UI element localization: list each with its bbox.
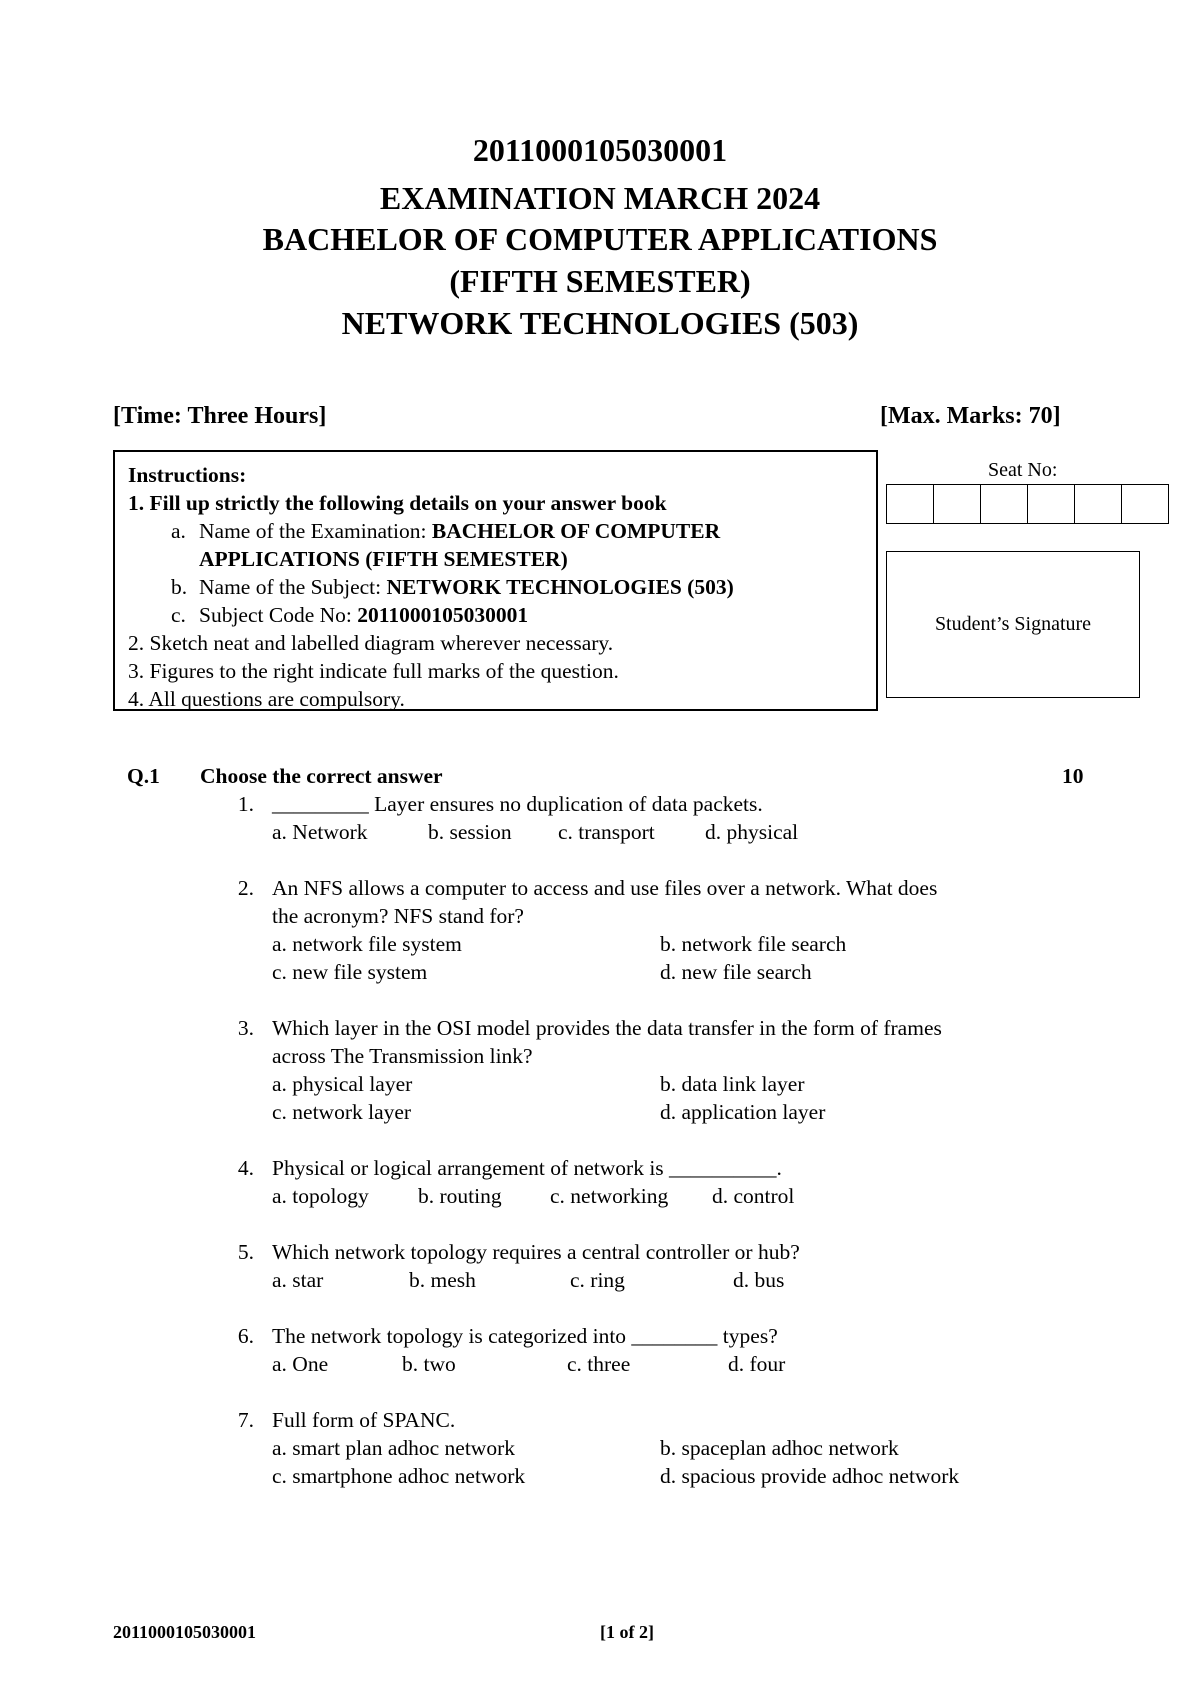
time-label: [Time: Three Hours] <box>113 403 327 429</box>
seat-no-label: Seat No: <box>988 459 1058 481</box>
instruction-3: 3. Figures to the right indicate full marks of the question. <box>128 659 619 683</box>
option: a. physical layer <box>272 1072 413 1096</box>
option: c. ring <box>570 1268 625 1292</box>
question-number: Q.1 <box>127 764 160 788</box>
sub-question-number: 6. <box>237 1324 254 1348</box>
footer-code: 2011000105030001 <box>113 1622 257 1642</box>
signature-label: Student’s Signature <box>934 613 1092 635</box>
question-marks: 10 <box>1062 764 1084 788</box>
signature-box[interactable] <box>886 551 1140 698</box>
seat-no-cell[interactable] <box>934 485 981 523</box>
instruction-2: 2. Sketch neat and labelled diagram wherever necessary. <box>128 631 614 655</box>
sub-question-text: _________ Layer ensures no duplication of data packets. <box>272 792 763 816</box>
option: b. network file search <box>660 932 847 956</box>
option: c. network layer <box>272 1100 412 1124</box>
option: c. smartphone adhoc network <box>272 1464 526 1488</box>
instruction-c: Subject Code No: 2011000105030001 <box>199 603 529 627</box>
seat-no-grid[interactable] <box>886 484 1169 524</box>
sub-question-number: 5. <box>237 1240 254 1264</box>
seat-no-cell[interactable] <box>1075 485 1122 523</box>
sub-question-text: The network topology is categorized into ________ types? <box>272 1324 778 1348</box>
option: a. One <box>272 1352 329 1376</box>
max-marks-label: [Max. Marks: 70] <box>880 403 1061 429</box>
degree-title: BACHELOR OF COMPUTER APPLICATIONS <box>262 221 938 257</box>
instruction-b: Name of the Subject: NETWORK TECHNOLOGIES (503) <box>199 575 734 599</box>
option: d. spacious provide adhoc network <box>660 1464 960 1488</box>
sub-question-text: An NFS allows a computer to access and use files over a network. What does <box>272 876 938 900</box>
question-title: Choose the correct answer <box>200 764 443 788</box>
option: a. smart plan adhoc network <box>272 1436 515 1460</box>
option: d. application layer <box>660 1100 826 1124</box>
sub-question-text: Which network topology requires a central controller or hub? <box>272 1240 800 1264</box>
option: b. two <box>402 1352 456 1376</box>
instructions-heading: Instructions: <box>128 463 247 487</box>
option: c. transport <box>558 820 655 844</box>
option: d. bus <box>733 1268 785 1292</box>
seat-no-cell[interactable] <box>1028 485 1075 523</box>
option: d. new file search <box>660 960 812 984</box>
option: c. new file system <box>272 960 428 984</box>
instruction-b-prefix: b. <box>171 575 188 599</box>
sub-question-number: 3. <box>237 1016 254 1040</box>
sub-question-number: 2. <box>237 876 254 900</box>
instructions-box <box>113 450 878 711</box>
sub-question-number: 7. <box>237 1408 254 1432</box>
option: d. physical <box>705 820 799 844</box>
instruction-1: 1. Fill up strictly the following details on your answer book <box>128 491 667 515</box>
seat-no-cell[interactable] <box>1122 485 1168 523</box>
option: a. Network <box>272 820 368 844</box>
seat-no-cell[interactable] <box>981 485 1028 523</box>
sub-question-number: 4. <box>237 1156 254 1180</box>
sub-question-text: across The Transmission link? <box>272 1044 533 1068</box>
option: b. mesh <box>409 1268 476 1292</box>
option: b. routing <box>418 1184 502 1208</box>
option: b. spaceplan adhoc network <box>660 1436 899 1460</box>
sub-question-text: Which layer in the OSI model provides the data transfer in the form of frames <box>272 1016 942 1040</box>
exam-title: EXAMINATION MARCH 2024 <box>379 180 821 216</box>
option: a. topology <box>272 1184 369 1208</box>
subject-title: NETWORK TECHNOLOGIES (503) <box>341 305 859 341</box>
option: a. star <box>272 1268 324 1292</box>
paper-code: 2011000105030001 <box>472 132 728 168</box>
option: c. three <box>567 1352 631 1376</box>
instruction-4: 4. All questions are compulsory. <box>128 687 405 711</box>
instruction-c-prefix: c. <box>171 603 186 627</box>
option: d. four <box>728 1352 786 1376</box>
instruction-a-prefix: a. <box>171 519 186 543</box>
option: d. control <box>712 1184 795 1208</box>
option: a. network file system <box>272 932 462 956</box>
page-number: [1 of 2] <box>600 1622 654 1642</box>
option: b. data link layer <box>660 1072 805 1096</box>
sub-question-text: Full form of SPANC. <box>272 1408 456 1432</box>
sub-question-number: 1. <box>237 792 254 816</box>
sub-question-text: Physical or logical arrangement of network is __________. <box>272 1156 782 1180</box>
sub-question-text: the acronym? NFS stand for? <box>272 904 524 928</box>
option: c. networking <box>550 1184 669 1208</box>
semester-title: (FIFTH SEMESTER) <box>449 263 751 299</box>
seat-no-cell[interactable] <box>887 485 934 523</box>
option: b. session <box>428 820 512 844</box>
instruction-a: Name of the Examination: BACHELOR OF COMPUTER <box>199 519 721 543</box>
instruction-a-cont: APPLICATIONS (FIFTH SEMESTER) <box>199 547 568 571</box>
